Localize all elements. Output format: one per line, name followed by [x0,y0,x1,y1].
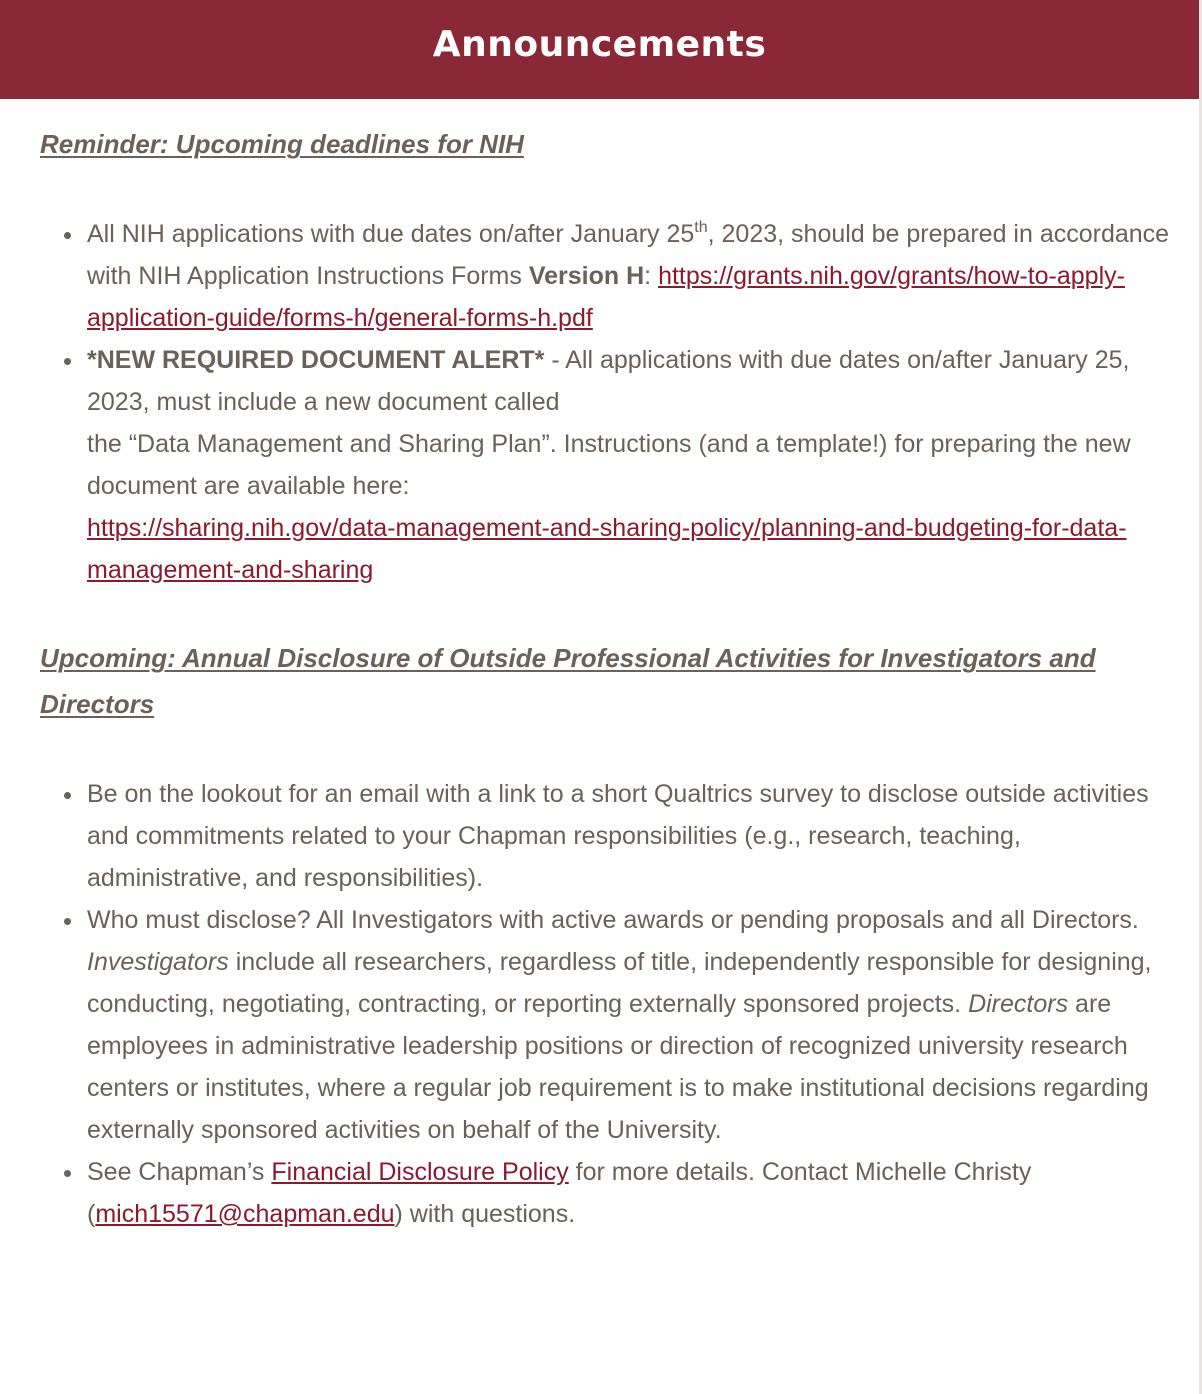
section-heading-annual-disclosure: Upcoming: Annual Disclosure of Outside Professional Activities for Investigators and Directors [40,643,1096,719]
announcements-banner [0,0,1199,99]
announcements-content [40,99,1170,1235]
list-item [87,899,1170,1151]
banner-title: Announcements [432,24,767,65]
item-text: All NIH applications with due dates on/after January 25 [87,220,695,248]
list-item [87,213,1170,339]
nih-deadlines-list [40,213,1170,591]
directors-term: Directors [968,990,1069,1018]
bullet-icon [64,792,71,799]
item-text: are employees in administrative leadership positions or direction of recognized university research centers or institutes, where a regular job requirement is to make institutional decisions regarding externally sponsored activities on behalf of the University. [87,990,1149,1144]
item-text: ) with questions. [394,1200,576,1228]
investigators-term: Investigators [87,948,229,976]
bullet-icon [64,232,71,239]
item-text: include all researchers, regardless of title, independently responsible for designing, conducting, negotiating, contracting, or reporting externally sponsored projects. [87,948,1152,1018]
bullet-icon [64,1170,71,1177]
forms-h-link[interactable]: https://grants.nih.gov/grants/how-to-apply-application-guide/forms-h/general-forms-h.pdf [87,262,1125,332]
item-text: the “Data Management and Sharing Plan”. Instructions (and a template!) for preparing the new document are available here: [87,430,1131,500]
list-item [87,1151,1170,1235]
item-text: Be on the lookout for an email with a link to a short Qualtrics survey to disclose outside activities and commitments related to your Chapman responsibilities (e.g., research, teaching, administrative, and responsibilities). [87,780,1149,892]
bullet-icon [64,358,71,365]
item-text: Who must disclose? All Investigators with active awards or pending proposals and all Directors. [87,906,1139,934]
item-text: See Chapman’s [87,1158,272,1186]
item-text: for more details. Contact Michelle Christy ( [87,1158,1032,1228]
bullet-icon [64,918,71,925]
list-item [87,773,1170,899]
annual-disclosure-list [40,773,1170,1235]
contact-email-link[interactable]: mich15571@chapman.edu [95,1200,395,1228]
section-annual-disclosure [40,635,1170,1235]
alert-label: *NEW REQUIRED DOCUMENT ALERT* [87,346,545,374]
data-sharing-plan-link[interactable]: https://sharing.nih.gov/data-management-and-sharing-policy/planning-and-budgeting-for-data-management-and-sharing [87,514,1127,584]
item-text: : [644,262,659,290]
list-item [87,339,1170,591]
item-text: , 2023, should be prepared in accordance with NIH Application Instructions Forms [87,220,1170,290]
ordinal-suffix: th [694,219,708,236]
version-label: Version H [528,262,645,290]
item-text: - All applications with due dates on/after January 25, 2023, must include a new document called [87,346,1130,416]
section-nih-deadlines [40,121,1170,591]
section-heading-nih-deadlines: Reminder: Upcoming deadlines for NIH [40,129,524,159]
financial-disclosure-policy-link[interactable]: Financial Disclosure Policy [271,1158,569,1186]
